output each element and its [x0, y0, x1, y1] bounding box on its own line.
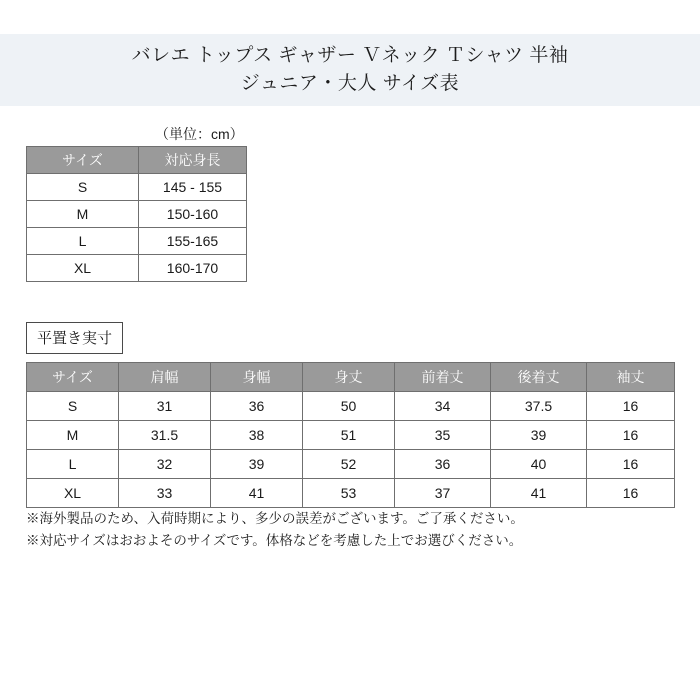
cell-shoulder: 31	[119, 392, 211, 421]
column-header-size: サイズ	[27, 363, 119, 392]
column-header-length: 身丈	[303, 363, 395, 392]
cell-back-length: 37.5	[491, 392, 587, 421]
table-row	[27, 228, 247, 255]
cell-length: 53	[303, 479, 395, 508]
cell-front-length: 34	[395, 392, 491, 421]
cell-sleeve: 16	[587, 479, 675, 508]
cell-height: 155-165	[139, 228, 247, 255]
cell-back-length: 40	[491, 450, 587, 479]
cell-height: 145 - 155	[139, 174, 247, 201]
cell-length: 50	[303, 392, 395, 421]
cell-chest: 38	[211, 421, 303, 450]
table-row	[27, 255, 247, 282]
table-row	[27, 421, 675, 450]
cell-sleeve: 16	[587, 450, 675, 479]
table-header-row	[27, 147, 247, 174]
table-row	[27, 392, 675, 421]
title-band	[0, 34, 700, 106]
cell-size: M	[27, 421, 119, 450]
cell-front-length: 37	[395, 479, 491, 508]
cell-front-length: 35	[395, 421, 491, 450]
cell-height: 160-170	[139, 255, 247, 282]
table-row	[27, 450, 675, 479]
cell-shoulder: 33	[119, 479, 211, 508]
cell-height: 150-160	[139, 201, 247, 228]
cell-size: M	[27, 201, 139, 228]
cell-shoulder: 31.5	[119, 421, 211, 450]
column-header-height: 対応身長	[139, 147, 247, 174]
table-row	[27, 201, 247, 228]
size-height-table	[26, 146, 247, 282]
unit-note: （単位：cm）	[155, 126, 244, 142]
column-header-back-length: 後着丈	[491, 363, 587, 392]
cell-chest: 41	[211, 479, 303, 508]
page-title-line-2: ジュニア・大人 サイズ表	[240, 73, 460, 94]
page-title-line-1: バレエ トップス ギャザー Ｖネック Ｔシャツ 半袖	[131, 45, 569, 66]
cell-length: 51	[303, 421, 395, 450]
cell-back-length: 39	[491, 421, 587, 450]
cell-chest: 39	[211, 450, 303, 479]
cell-shoulder: 32	[119, 450, 211, 479]
flat-measurement-table	[26, 362, 675, 508]
cell-sleeve: 16	[587, 392, 675, 421]
cell-front-length: 36	[395, 450, 491, 479]
cell-size: XL	[27, 479, 119, 508]
cell-chest: 36	[211, 392, 303, 421]
cell-size: L	[27, 450, 119, 479]
footnote-2: ※対応サイズはおおよそのサイズです。体格などを考慮した上でお選びください。	[26, 533, 523, 548]
column-header-sleeve: 袖丈	[587, 363, 675, 392]
cell-back-length: 41	[491, 479, 587, 508]
footnote-1: ※海外製品のため、入荷時期により、多少の誤差がございます。ご了承ください。	[26, 511, 524, 526]
column-header-front-length: 前着丈	[395, 363, 491, 392]
table-row	[27, 174, 247, 201]
column-header-shoulder: 肩幅	[119, 363, 211, 392]
footnotes	[26, 508, 524, 552]
table-header-row	[27, 363, 675, 392]
table-row	[27, 479, 675, 508]
cell-sleeve: 16	[587, 421, 675, 450]
cell-size: S	[27, 392, 119, 421]
cell-length: 52	[303, 450, 395, 479]
column-header-size: サイズ	[27, 147, 139, 174]
section-label-flat-measurement: 平置き実寸	[26, 322, 123, 354]
column-header-chest: 身幅	[211, 363, 303, 392]
cell-size: S	[27, 174, 139, 201]
cell-size: L	[27, 228, 139, 255]
cell-size: XL	[27, 255, 139, 282]
